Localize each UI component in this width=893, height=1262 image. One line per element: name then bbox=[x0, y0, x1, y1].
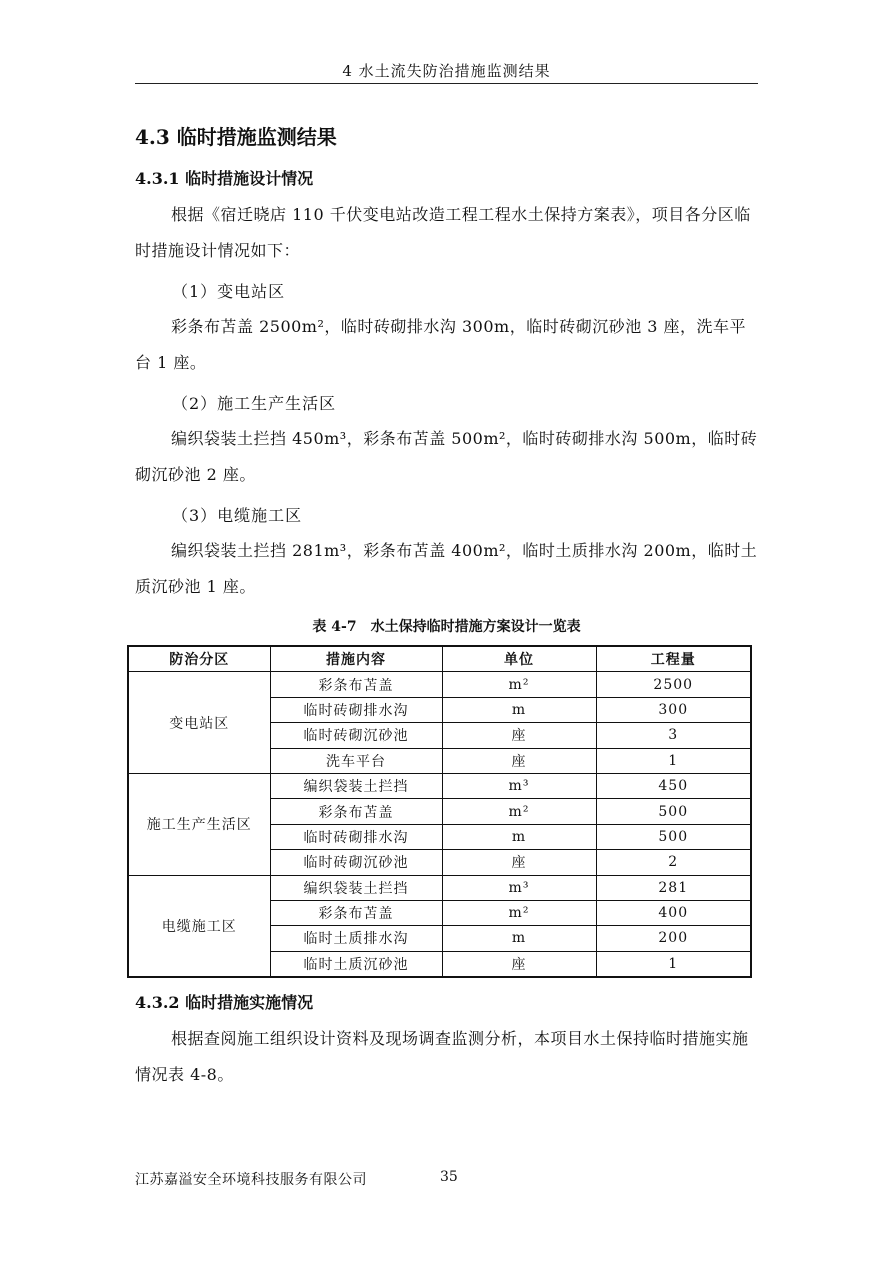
measure-cell: 洗车平台 bbox=[270, 748, 442, 773]
table-caption: 表 4-7 水土保持临时措施方案设计一览表 bbox=[312, 619, 581, 635]
measure-cell: 临时砖砌沉砂池 bbox=[270, 723, 442, 748]
quantity-cell: 2 bbox=[596, 850, 751, 875]
zone-cell: 电缆施工区 bbox=[128, 875, 270, 977]
footer-company: 江苏嘉溢安全环境科技服务有限公司 bbox=[135, 1172, 367, 1188]
measure-cell: 编织袋装土拦挡 bbox=[270, 773, 442, 798]
unit-cell: m bbox=[442, 697, 596, 722]
measure-cell: 彩条布苫盖 bbox=[270, 672, 442, 697]
quantity-cell: 3 bbox=[596, 723, 751, 748]
unit-cell: m bbox=[442, 926, 596, 951]
quantity-cell: 500 bbox=[596, 799, 751, 824]
unit-cell: 座 bbox=[442, 723, 596, 748]
unit-cell: 座 bbox=[442, 951, 596, 977]
unit-cell: m² bbox=[442, 900, 596, 925]
header-measure: 措施内容 bbox=[270, 646, 442, 672]
measure-cell: 临时砖砌沉砂池 bbox=[270, 850, 442, 875]
subsection-title-design: 4.3.1 临时措施设计情况 bbox=[135, 169, 314, 188]
header-rule bbox=[135, 83, 758, 84]
measure-cell: 临时土质沉砂池 bbox=[270, 951, 442, 977]
running-header: 4 水土流失防治措施监测结果 bbox=[342, 62, 551, 80]
measure-cell: 彩条布苫盖 bbox=[270, 900, 442, 925]
implementation-paragraph: 根据查阅施工组织设计资料及现场调查监测分析，本项目水土保持临时措施实施情况表 4-8。 bbox=[135, 1029, 749, 1084]
item-text-substation: 彩条布苫盖 2500m²，临时砖砌排水沟 300m，临时砖砌沉砂池 3 座，洗车平台 1 座。 bbox=[135, 317, 747, 372]
header-zone: 防治分区 bbox=[128, 646, 270, 672]
quantity-cell: 300 bbox=[596, 697, 751, 722]
measure-cell: 临时土质排水沟 bbox=[270, 926, 442, 951]
quantity-cell: 1 bbox=[596, 951, 751, 977]
measure-cell: 临时砖砌排水沟 bbox=[270, 824, 442, 849]
unit-cell: m³ bbox=[442, 875, 596, 900]
table-row bbox=[128, 875, 751, 900]
quantity-cell: 200 bbox=[596, 926, 751, 951]
section-title: 4.3 临时措施监测结果 bbox=[135, 125, 337, 149]
unit-cell: m bbox=[442, 824, 596, 849]
page-number: 35 bbox=[440, 1169, 458, 1185]
zone-cell: 施工生产生活区 bbox=[128, 773, 270, 875]
intro-paragraph: 根据《宿迁晓店 110 千伏变电站改造工程工程水土保持方案表》，项目各分区临时措施设计情况如下： bbox=[135, 205, 751, 260]
measure-cell: 彩条布苫盖 bbox=[270, 799, 442, 824]
table-header-row bbox=[128, 646, 751, 672]
quantity-cell: 450 bbox=[596, 773, 751, 798]
unit-cell: 座 bbox=[442, 748, 596, 773]
item-text-construction-living: 编织袋装土拦挡 450m³，彩条布苫盖 500m²，临时砖砌排水沟 500m，临时砖砌沉砂池 2 座。 bbox=[135, 429, 758, 484]
quantity-cell: 1 bbox=[596, 748, 751, 773]
subsection-title-implementation: 4.3.2 临时措施实施情况 bbox=[135, 993, 314, 1012]
table-row bbox=[128, 773, 751, 798]
item-label-construction-living: （2）施工生产生活区 bbox=[172, 394, 337, 413]
quantity-cell: 2500 bbox=[596, 672, 751, 697]
item-text-cable: 编织袋装土拦挡 281m³，彩条布苫盖 400m²，临时土质排水沟 200m，临时土质沉砂池 1 座。 bbox=[135, 541, 758, 596]
measure-cell: 临时砖砌排水沟 bbox=[270, 697, 442, 722]
quantity-cell: 500 bbox=[596, 824, 751, 849]
zone-cell: 变电站区 bbox=[128, 672, 270, 774]
unit-cell: m³ bbox=[442, 773, 596, 798]
measures-table bbox=[127, 645, 752, 978]
item-label-substation: （1）变电站区 bbox=[172, 282, 286, 301]
item-label-cable: （3）电缆施工区 bbox=[172, 506, 303, 525]
header-quantity: 工程量 bbox=[596, 646, 751, 672]
unit-cell: m² bbox=[442, 799, 596, 824]
measure-cell: 编织袋装土拦挡 bbox=[270, 875, 442, 900]
unit-cell: 座 bbox=[442, 850, 596, 875]
table-row bbox=[128, 672, 751, 697]
header-unit: 单位 bbox=[442, 646, 596, 672]
quantity-cell: 400 bbox=[596, 900, 751, 925]
quantity-cell: 281 bbox=[596, 875, 751, 900]
unit-cell: m² bbox=[442, 672, 596, 697]
